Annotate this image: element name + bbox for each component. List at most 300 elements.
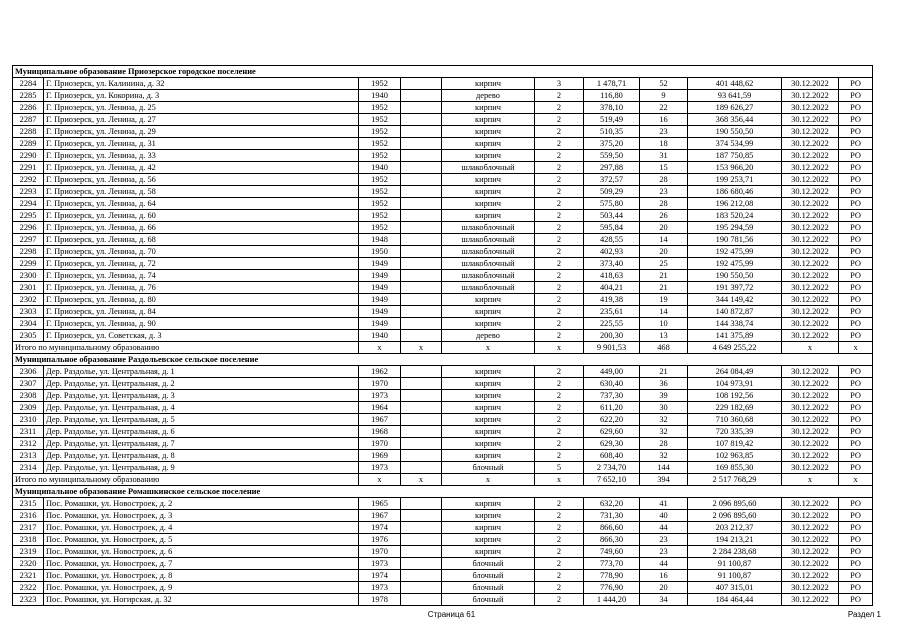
table-row [13, 582, 873, 594]
row-number-cell: 2315 [13, 498, 44, 510]
table-row [13, 234, 873, 246]
floors-cell: 2 [535, 270, 584, 282]
year-cell-blank-cell [401, 198, 442, 210]
residents-cell: 13 [640, 330, 688, 342]
program-cell: РО [839, 78, 873, 90]
row-number-cell: 2287 [13, 114, 44, 126]
cost-cell: 91 100,87 [688, 570, 782, 582]
residents-cell: 44 [640, 522, 688, 534]
date-cell: 30.12.2022 [782, 498, 839, 510]
residents-cell: 19 [640, 294, 688, 306]
address-cell: Пос. Ромашки, ул. Новостроек, д. 3 [44, 510, 359, 522]
cost-cell: 102 963,85 [688, 450, 782, 462]
address-cell: Г. Приозерск, ул. Ленина, д. 27 [44, 114, 359, 126]
date-cell: 30.12.2022 [782, 558, 839, 570]
year-cell-blank-cell [401, 534, 442, 546]
wall-material-cell: кирпич [442, 138, 535, 150]
date-cell: 30.12.2022 [782, 318, 839, 330]
row-number-cell: 2297 [13, 234, 44, 246]
area-cell: 378,10 [584, 102, 640, 114]
date-cell: 30.12.2022 [782, 282, 839, 294]
wall-material-cell: кирпич [442, 378, 535, 390]
program-cell: РО [839, 246, 873, 258]
program-cell: РО [839, 270, 873, 282]
date-cell: 30.12.2022 [782, 210, 839, 222]
table-row [13, 102, 873, 114]
date-cell: 30.12.2022 [782, 90, 839, 102]
cost-cell: 184 464,44 [688, 594, 782, 606]
floors-cell: 2 [535, 330, 584, 342]
address-cell: Пос. Ромашки, ул. Ногирская, д. 32 [44, 594, 359, 606]
year-cell-blank-cell [401, 366, 442, 378]
floors-cell: 2 [535, 102, 584, 114]
program-cell: РО [839, 282, 873, 294]
residents-cell: 28 [640, 198, 688, 210]
housing-register-table [12, 65, 873, 606]
total-cell: х [359, 342, 401, 354]
floors-cell: 2 [535, 126, 584, 138]
wall-material-cell: блочный [442, 570, 535, 582]
program-cell: РО [839, 330, 873, 342]
row-number-cell: 2318 [13, 534, 44, 546]
table-row [13, 438, 873, 450]
cost-cell: 169 855,30 [688, 462, 782, 474]
floors-cell: 2 [535, 546, 584, 558]
row-number-cell: 2284 [13, 78, 44, 90]
area-cell: 731,30 [584, 510, 640, 522]
floors-cell: 2 [535, 438, 584, 450]
cost-cell: 192 475,99 [688, 246, 782, 258]
program-cell: РО [839, 318, 873, 330]
area-cell: 595,84 [584, 222, 640, 234]
area-cell: 630,40 [584, 378, 640, 390]
floors-cell: 3 [535, 78, 584, 90]
year-built-cell: 1949 [359, 258, 401, 270]
residents-cell: 9 [640, 90, 688, 102]
program-cell: РО [839, 366, 873, 378]
cost-cell: 203 212,37 [688, 522, 782, 534]
date-cell: 30.12.2022 [782, 378, 839, 390]
area-cell: 611,20 [584, 402, 640, 414]
cost-cell: 144 338,74 [688, 318, 782, 330]
table-row [13, 330, 873, 342]
wall-material-cell: дерево [442, 330, 535, 342]
row-number-cell: 2322 [13, 582, 44, 594]
floors-cell: 2 [535, 450, 584, 462]
program-cell: РО [839, 150, 873, 162]
year-built-cell: 1940 [359, 90, 401, 102]
year-built-cell: 1949 [359, 282, 401, 294]
date-cell: 30.12.2022 [782, 246, 839, 258]
program-cell: РО [839, 570, 873, 582]
date-cell: 30.12.2022 [782, 462, 839, 474]
year-cell-blank-cell [401, 426, 442, 438]
wall-material-cell: кирпич [442, 402, 535, 414]
program-cell: РО [839, 378, 873, 390]
table-row [13, 366, 873, 378]
program-cell: РО [839, 126, 873, 138]
address-cell: Дер. Раздолье, ул. Центральная, д. 9 [44, 462, 359, 474]
address-cell: Пос. Ромашки, ул. Новостроек, д. 2 [44, 498, 359, 510]
row-number-cell: 2319 [13, 546, 44, 558]
residents-cell: 20 [640, 246, 688, 258]
year-cell-blank-cell [401, 174, 442, 186]
floors-cell: 2 [535, 198, 584, 210]
address-cell: Г. Приозерск, ул. Ленина, д. 84 [44, 306, 359, 318]
cost-cell: 229 182,69 [688, 402, 782, 414]
area-cell: 629,30 [584, 438, 640, 450]
year-built-cell: 1949 [359, 318, 401, 330]
table-row [13, 450, 873, 462]
wall-material-cell: кирпич [442, 498, 535, 510]
wall-material-cell: кирпич [442, 306, 535, 318]
cost-cell: 2 096 895,60 [688, 510, 782, 522]
wall-material-cell: шлакоблочный [442, 234, 535, 246]
row-number-cell: 2308 [13, 390, 44, 402]
area-cell: 778,90 [584, 570, 640, 582]
year-cell-blank-cell [401, 258, 442, 270]
date-cell: 30.12.2022 [782, 138, 839, 150]
cost-cell: 192 475,99 [688, 258, 782, 270]
year-cell-blank-cell [401, 102, 442, 114]
residents-cell: 20 [640, 582, 688, 594]
address-cell: Г. Приозерск, ул. Ленина, д. 66 [44, 222, 359, 234]
year-built-cell: 1952 [359, 114, 401, 126]
table-row [13, 402, 873, 414]
program-cell: РО [839, 258, 873, 270]
program-cell: РО [839, 438, 873, 450]
floors-cell: 2 [535, 150, 584, 162]
year-built-cell: 1970 [359, 546, 401, 558]
floors-cell: 2 [535, 90, 584, 102]
wall-material-cell: блочный [442, 582, 535, 594]
date-cell: 30.12.2022 [782, 222, 839, 234]
program-cell: РО [839, 114, 873, 126]
wall-material-cell: кирпич [442, 438, 535, 450]
wall-material-cell: кирпич [442, 186, 535, 198]
address-cell: Г. Приозерск, ул. Кокорина, д. 3 [44, 90, 359, 102]
row-number-cell: 2293 [13, 186, 44, 198]
date-cell: 30.12.2022 [782, 306, 839, 318]
residents-cell: 23 [640, 186, 688, 198]
wall-material-cell: кирпич [442, 450, 535, 462]
year-cell-blank-cell [401, 438, 442, 450]
program-cell: РО [839, 558, 873, 570]
row-number-cell: 2288 [13, 126, 44, 138]
residents-cell: 14 [640, 234, 688, 246]
date-cell: 30.12.2022 [782, 402, 839, 414]
cost-cell: 191 397,72 [688, 282, 782, 294]
year-cell-blank-cell [401, 306, 442, 318]
cost-cell: 190 781,56 [688, 234, 782, 246]
row-number-cell: 2303 [13, 306, 44, 318]
residents-cell: 41 [640, 498, 688, 510]
date-cell: 30.12.2022 [782, 426, 839, 438]
address-cell: Г. Приозерск, ул. Ленина, д. 25 [44, 102, 359, 114]
floors-cell: 2 [535, 558, 584, 570]
residents-cell: 10 [640, 318, 688, 330]
residents-cell: 144 [640, 462, 688, 474]
table-row [13, 510, 873, 522]
address-cell: Дер. Раздолье, ул. Центральная, д. 6 [44, 426, 359, 438]
date-cell: 30.12.2022 [782, 534, 839, 546]
cost-cell: 108 192,56 [688, 390, 782, 402]
date-cell: 30.12.2022 [782, 594, 839, 606]
row-number-cell: 2292 [13, 174, 44, 186]
area-cell: 375,20 [584, 138, 640, 150]
year-built-cell: 1973 [359, 582, 401, 594]
program-cell: РО [839, 198, 873, 210]
year-built-cell: 1965 [359, 498, 401, 510]
residents-cell: 15 [640, 162, 688, 174]
table-row [13, 78, 873, 90]
area-cell: 200,30 [584, 330, 640, 342]
address-cell: Г. Приозерск, ул. Ленина, д. 42 [44, 162, 359, 174]
area-cell: 418,63 [584, 270, 640, 282]
floors-cell: 2 [535, 294, 584, 306]
year-cell-blank-cell [401, 246, 442, 258]
total-cell: х [535, 474, 584, 486]
year-built-cell: 1970 [359, 438, 401, 450]
address-cell: Пос. Ромашки, ул. Новостроек, д. 9 [44, 582, 359, 594]
address-cell: Пос. Ромашки, ул. Новостроек, д. 8 [44, 570, 359, 582]
year-built-cell: 1940 [359, 330, 401, 342]
floors-cell: 2 [535, 498, 584, 510]
residents-cell: 28 [640, 438, 688, 450]
year-built-cell: 1952 [359, 138, 401, 150]
total-cell: 7 652,10 [584, 474, 640, 486]
row-number-cell: 2289 [13, 138, 44, 150]
wall-material-cell: шлакоблочный [442, 258, 535, 270]
date-cell: 30.12.2022 [782, 162, 839, 174]
area-cell: 608,40 [584, 450, 640, 462]
floors-cell: 2 [535, 306, 584, 318]
program-cell: РО [839, 210, 873, 222]
residents-cell: 21 [640, 282, 688, 294]
program-cell: РО [839, 462, 873, 474]
total-cell: х [401, 474, 442, 486]
table-row [13, 114, 873, 126]
row-number-cell: 2285 [13, 90, 44, 102]
wall-material-cell: дерево [442, 90, 535, 102]
year-built-cell: 1974 [359, 570, 401, 582]
area-cell: 428,55 [584, 234, 640, 246]
row-number-cell: 2286 [13, 102, 44, 114]
year-cell-blank-cell [401, 222, 442, 234]
date-cell: 30.12.2022 [782, 330, 839, 342]
date-cell: 30.12.2022 [782, 582, 839, 594]
address-cell: Г. Приозерск, ул. Калинина, д. 32 [44, 78, 359, 90]
program-cell: РО [839, 498, 873, 510]
year-built-cell: 1952 [359, 174, 401, 186]
floors-cell: 2 [535, 582, 584, 594]
area-cell: 519,49 [584, 114, 640, 126]
residents-cell: 31 [640, 150, 688, 162]
address-cell: Пос. Ромашки, ул. Новостроек, д. 5 [44, 534, 359, 546]
cost-cell: 710 360,68 [688, 414, 782, 426]
year-cell-blank-cell [401, 78, 442, 90]
table-row [13, 186, 873, 198]
area-cell: 402,93 [584, 246, 640, 258]
table-body [13, 66, 873, 606]
wall-material-cell: шлакоблочный [442, 282, 535, 294]
cost-cell: 401 448,62 [688, 78, 782, 90]
row-number-cell: 2311 [13, 426, 44, 438]
row-number-cell: 2310 [13, 414, 44, 426]
cost-cell: 187 750,85 [688, 150, 782, 162]
table-row [13, 534, 873, 546]
cost-cell: 195 294,59 [688, 222, 782, 234]
address-cell: Г. Приозерск, ул. Ленина, д. 70 [44, 246, 359, 258]
floors-cell: 2 [535, 594, 584, 606]
floors-cell: 2 [535, 210, 584, 222]
cost-cell: 374 534,99 [688, 138, 782, 150]
cost-cell: 93 641,59 [688, 90, 782, 102]
year-built-cell: 1973 [359, 390, 401, 402]
address-cell: Г. Приозерск, ул. Ленина, д. 64 [44, 198, 359, 210]
year-cell-blank-cell [401, 450, 442, 462]
wall-material-cell: кирпич [442, 318, 535, 330]
address-cell: Г. Приозерск, ул. Ленина, д. 68 [44, 234, 359, 246]
floors-cell: 2 [535, 234, 584, 246]
residents-cell: 52 [640, 78, 688, 90]
year-cell-blank-cell [401, 570, 442, 582]
table-row [13, 594, 873, 606]
section-title: Муниципальное образование Приозерское городское поселение [13, 66, 873, 78]
row-number-cell: 2306 [13, 366, 44, 378]
area-cell: 575,80 [584, 198, 640, 210]
row-number-cell: 2321 [13, 570, 44, 582]
residents-cell: 23 [640, 534, 688, 546]
floors-cell: 2 [535, 222, 584, 234]
table-row [13, 174, 873, 186]
total-cell: 394 [640, 474, 688, 486]
wall-material-cell: кирпич [442, 174, 535, 186]
cost-cell: 190 550,50 [688, 126, 782, 138]
wall-material-cell: кирпич [442, 198, 535, 210]
date-cell: 30.12.2022 [782, 294, 839, 306]
cost-cell: 190 550,50 [688, 270, 782, 282]
cost-cell: 91 100,87 [688, 558, 782, 570]
wall-material-cell: шлакоблочный [442, 162, 535, 174]
area-cell: 559,50 [584, 150, 640, 162]
address-cell: Дер. Раздолье, ул. Центральная, д. 4 [44, 402, 359, 414]
table-row [13, 306, 873, 318]
area-cell: 2 734,70 [584, 462, 640, 474]
year-built-cell: 1970 [359, 378, 401, 390]
program-cell: РО [839, 306, 873, 318]
total-cell: х [359, 474, 401, 486]
table-row [13, 126, 873, 138]
table-row [13, 282, 873, 294]
address-cell: Г. Приозерск, ул. Ленина, д. 90 [44, 318, 359, 330]
residents-cell: 21 [640, 366, 688, 378]
program-cell: РО [839, 186, 873, 198]
table-row [13, 90, 873, 102]
row-number-cell: 2304 [13, 318, 44, 330]
row-number-cell: 2316 [13, 510, 44, 522]
year-cell-blank-cell [401, 546, 442, 558]
date-cell: 30.12.2022 [782, 150, 839, 162]
cost-cell: 141 375,89 [688, 330, 782, 342]
area-cell: 373,40 [584, 258, 640, 270]
area-cell: 622,20 [584, 414, 640, 426]
wall-material-cell: кирпич [442, 114, 535, 126]
program-cell: РО [839, 510, 873, 522]
floors-cell: 2 [535, 114, 584, 126]
address-cell: Дер. Раздолье, ул. Центральная, д. 1 [44, 366, 359, 378]
wall-material-cell: кирпич [442, 366, 535, 378]
table-row [13, 294, 873, 306]
row-number-cell: 2309 [13, 402, 44, 414]
floors-cell: 2 [535, 246, 584, 258]
wall-material-cell: кирпич [442, 510, 535, 522]
total-cell: х [442, 474, 535, 486]
program-cell: РО [839, 162, 873, 174]
wall-material-cell: шлакоблочный [442, 222, 535, 234]
address-cell: Г. Приозерск, ул. Ленина, д. 74 [44, 270, 359, 282]
row-number-cell: 2299 [13, 258, 44, 270]
total-cell: 4 649 255,22 [688, 342, 782, 354]
area-cell: 510,35 [584, 126, 640, 138]
floors-cell: 2 [535, 534, 584, 546]
floors-cell: 2 [535, 426, 584, 438]
floors-cell: 2 [535, 282, 584, 294]
address-cell: Дер. Раздолье, ул. Центральная, д. 2 [44, 378, 359, 390]
residents-cell: 39 [640, 390, 688, 402]
row-number-cell: 2307 [13, 378, 44, 390]
total-cell: х [782, 474, 839, 486]
row-number-cell: 2301 [13, 282, 44, 294]
residents-cell: 14 [640, 306, 688, 318]
program-cell: РО [839, 234, 873, 246]
program-cell: РО [839, 522, 873, 534]
year-built-cell: 1952 [359, 78, 401, 90]
wall-material-cell: кирпич [442, 390, 535, 402]
total-label: Итого по муниципальному образованию [13, 474, 359, 486]
floors-cell: 2 [535, 366, 584, 378]
residents-cell: 32 [640, 414, 688, 426]
year-cell-blank-cell [401, 558, 442, 570]
table-row [13, 198, 873, 210]
program-cell: РО [839, 546, 873, 558]
section-label: Раздел 1 [847, 610, 881, 619]
address-cell: Г. Приозерск, ул. Ленина, д. 33 [44, 150, 359, 162]
residents-cell: 36 [640, 378, 688, 390]
program-cell: РО [839, 174, 873, 186]
year-cell-blank-cell [401, 186, 442, 198]
row-number-cell: 2295 [13, 210, 44, 222]
residents-cell: 22 [640, 102, 688, 114]
year-built-cell: 1969 [359, 450, 401, 462]
address-cell: Г. Приозерск, ул. Ленина, д. 60 [44, 210, 359, 222]
year-cell-blank-cell [401, 462, 442, 474]
area-cell: 503,44 [584, 210, 640, 222]
program-cell: РО [839, 594, 873, 606]
row-number-cell: 2291 [13, 162, 44, 174]
table-row [13, 270, 873, 282]
cost-cell: 2 284 238,68 [688, 546, 782, 558]
row-number-cell: 2313 [13, 450, 44, 462]
area-cell: 372,57 [584, 174, 640, 186]
row-number-cell: 2320 [13, 558, 44, 570]
program-cell: РО [839, 90, 873, 102]
floors-cell: 2 [535, 318, 584, 330]
address-cell: Г. Приозерск, ул. Советская, д. 3 [44, 330, 359, 342]
residents-cell: 18 [640, 138, 688, 150]
page-number: Страница 61 [427, 610, 476, 619]
address-cell: Г. Приозерск, ул. Ленина, д. 58 [44, 186, 359, 198]
